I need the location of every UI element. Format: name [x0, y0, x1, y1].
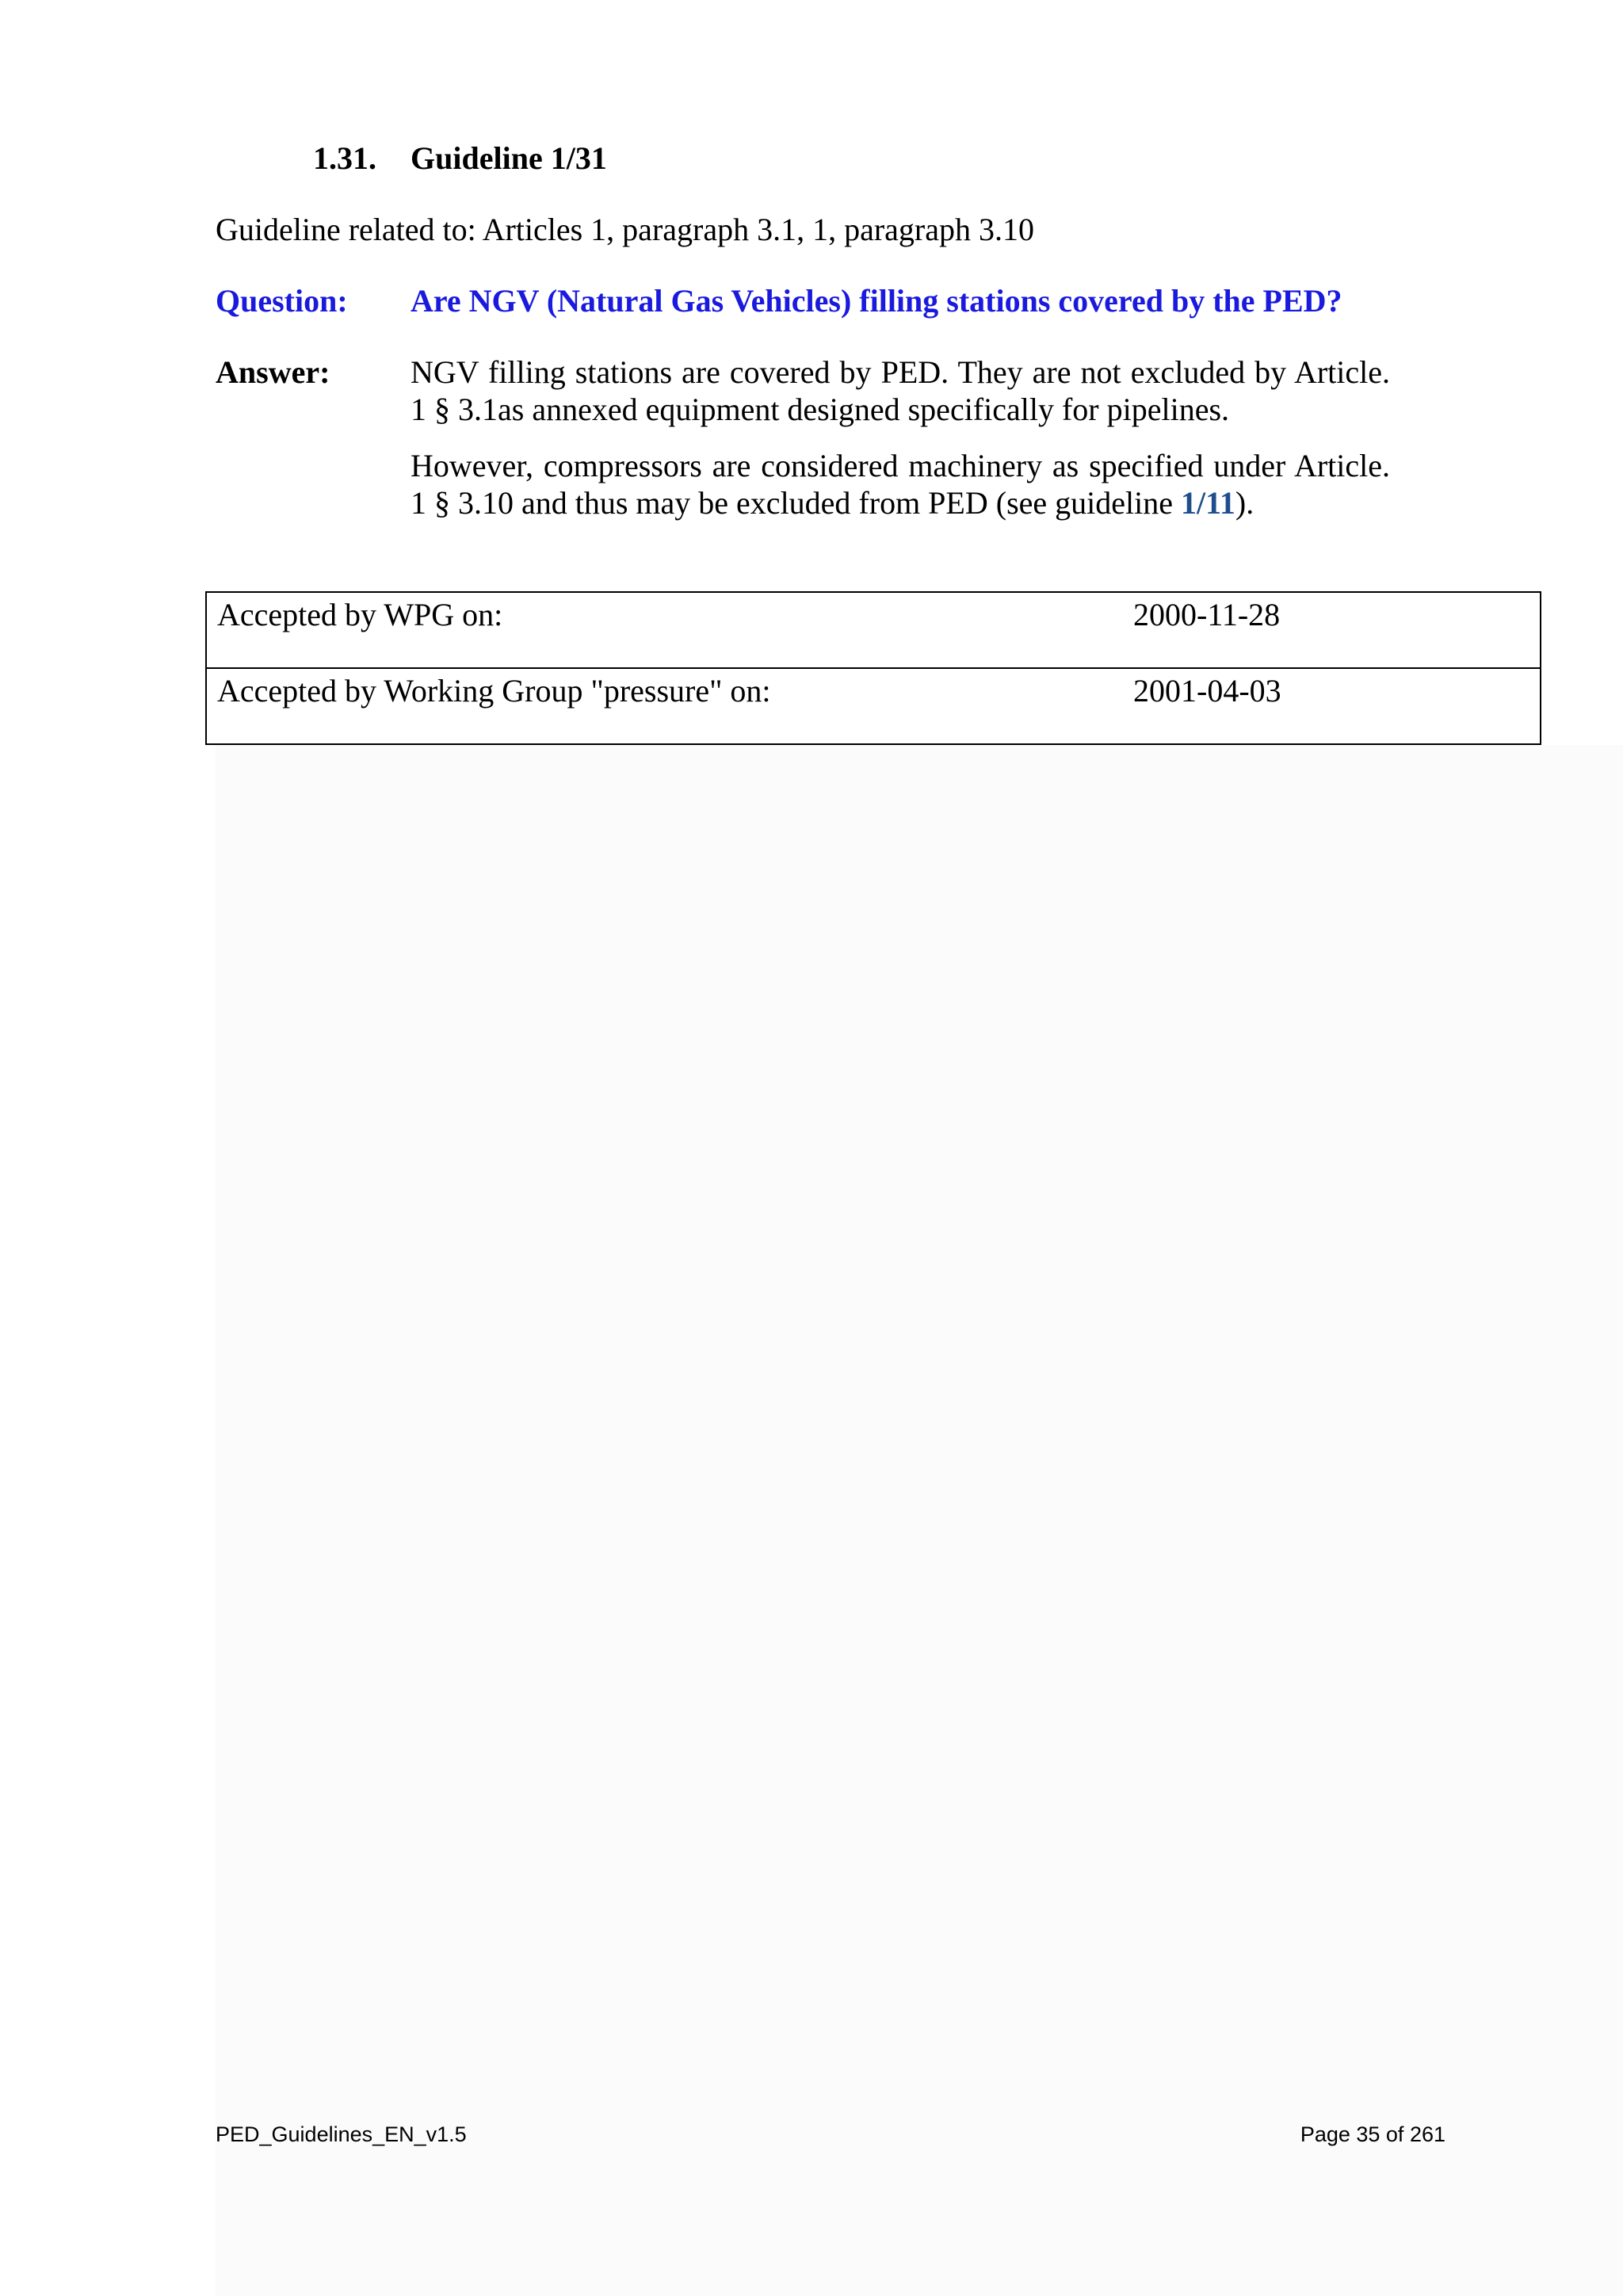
- question-text: Are NGV (Natural Gas Vehicles) filling stations covered by the PED?: [411, 283, 1342, 319]
- guideline-link[interactable]: 1/11: [1181, 485, 1235, 521]
- acceptance-date: 2001-04-03: [1133, 668, 1541, 744]
- acceptance-label: Accepted by WPG on:: [206, 592, 1133, 668]
- footer-document-name: PED_Guidelines_EN_v1.5: [216, 2122, 467, 2146]
- table-row: [206, 668, 1541, 744]
- answer-paragraph-2-end: ).: [1235, 485, 1254, 521]
- section-title: Guideline 1/31: [411, 140, 607, 176]
- page-background: [216, 745, 1623, 2296]
- question-label: Question:: [216, 283, 348, 319]
- table-row: [206, 592, 1541, 668]
- footer-page-number: Page 35 of 261: [1300, 2122, 1445, 2146]
- guideline-related-to: Guideline related to: Articles 1, paragraph 3.1, 1, paragraph 3.10: [216, 212, 1034, 247]
- answer-paragraph-2-text: However, compressors are considered machinery as specified under Article. 1 § 3.10 and thus may be excluded from PED (see guideline: [411, 448, 1390, 521]
- acceptance-table: [205, 591, 1541, 745]
- section-heading: [313, 139, 607, 178]
- answer-paragraph-2: [411, 447, 1390, 521]
- answer-paragraph-1: NGV filling stations are covered by PED. They are not excluded by Article. 1 § 3.1as annexed equipment designed specifically for pipelines.: [411, 354, 1390, 427]
- section-number: 1.31.: [313, 140, 376, 176]
- acceptance-date: 2000-11-28: [1133, 592, 1541, 668]
- answer-label: Answer:: [216, 354, 330, 390]
- acceptance-label: Accepted by Working Group "pressure" on:: [206, 668, 1133, 744]
- answer-body: [411, 353, 1390, 541]
